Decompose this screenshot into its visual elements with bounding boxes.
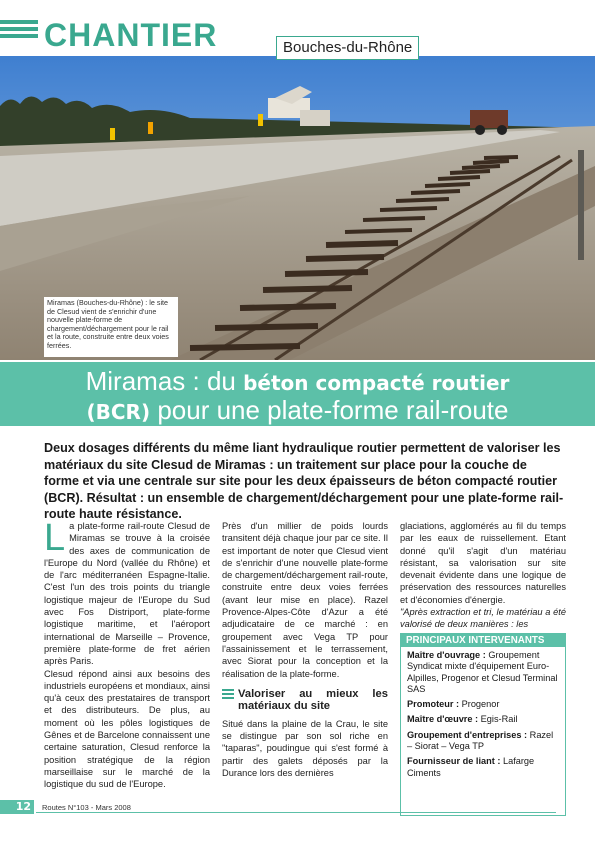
title-line1-bold: béton compacté routier xyxy=(243,371,510,395)
section-title: CHANTIER xyxy=(44,17,218,53)
entry-value: Razel – Siorat – Vega TP xyxy=(407,729,554,752)
header-stripes xyxy=(0,20,38,41)
col2-paragraph-1: Près d'un millier de poids lourds transitent déjà chaque jour par ce site. Il est important de noter que Clesud vient de s'enrichir d'une nouvelle plate-forme de chargement/déchargement rail-route, construite entre deux voies ferrées (avant leur mise en place). Razel Provence-Alpes-Côte d'Azur a été adjudicataire de ce marché : en groupement avec Vega TP pour l'assainissement et le terrassement, avec Siorat pour la conception et la réalisation de la plate-forme. xyxy=(222,521,388,679)
entry-value: Progenor xyxy=(459,699,500,710)
article-title xyxy=(0,362,595,426)
column-3 xyxy=(400,520,566,631)
subheading-bullet-icon xyxy=(222,689,234,699)
entry-label: Groupement d'entreprises : xyxy=(407,729,528,740)
box-entry xyxy=(407,756,559,779)
box-title: PRINCIPAUX INTERVENANTS xyxy=(401,634,565,647)
subheading xyxy=(222,688,388,712)
col2-paragraph-2: Situé dans la plaine de la Crau, le site se distingue par son sol riche en "taparas", poudingue qui s'est formé à partir des galets déposés par la Durance lors des dernières xyxy=(222,718,388,779)
drop-cap: L xyxy=(44,517,66,559)
column-1 xyxy=(44,517,210,791)
footer-rule xyxy=(36,812,556,813)
page-number: 12 xyxy=(0,800,34,814)
entry-label: Fournisseur de liant : xyxy=(407,756,501,767)
entry-label: Maître d'ouvrage : xyxy=(407,650,486,660)
intervenants-box xyxy=(400,633,566,816)
box-entry xyxy=(407,730,559,753)
entry-value: Lafarge Ciments xyxy=(407,756,535,778)
title-line1-plain: Miramas : du xyxy=(85,366,244,396)
issue-label: Routes N°103 - Mars 2008 xyxy=(42,803,131,812)
entry-label: Maître d'œuvre : xyxy=(407,714,479,725)
col1-paragraph-2: Clesud répond ainsi aux besoins des industriels européens et mondiaux, ainsi qu'à ceux des prestataires de transport et des distributeurs. De plus, au moment où les pôles logistiques de Gênes et de Barcelone connaissent une certaine saturation, Clesud renforce la position stratégique de la région marseillaise sur le marché de la logistique du sud de l'Europe. xyxy=(44,668,210,790)
column-2 xyxy=(222,520,388,779)
title-line-1 xyxy=(0,366,595,397)
box-body xyxy=(401,647,565,786)
lead-paragraph: Deux dosages différents du même liant hydraulique routier permettent de valoriser les matériaux du site Clesud de Miramas : un traitement sur place pour la couche de forme et via une centrale sur site pour les deux épaisseurs de béton compacté routier (BCR). Résultat : un ensemble de chargement/déchargement pour une plate-forme rail-route haute résistance. xyxy=(44,441,564,522)
title-line2-bold: (BCR) xyxy=(86,400,151,424)
entry-label: Promoteur : xyxy=(407,699,460,710)
box-entry xyxy=(407,699,559,710)
title-line2-plain: pour une plate-forme rail-route xyxy=(150,395,509,425)
title-line-2 xyxy=(0,395,595,426)
col1-paragraph-1: a plate-forme rail-route Clesud de Miramas se trouve à la croisée des axes de communication de l'Europe du Nord (vallée du Rhône) et de l'arc méditerranéen Espagne-Italie. C'est l'un des trois points du triangle logistique majeur de l'Europe du Sud avec Fos Distriport, plate-forme logistique maritime, et l'aéroport international de Marseille – Provence, première plate-forme de fret aérien après Paris. xyxy=(44,521,210,667)
subheading-text: Valoriser au mieux les matériaux du site xyxy=(238,687,388,712)
entry-value: Groupement Syndicat mixte d'équipement Euro-Alpilles, Progenor et Clesud Terminal SAS xyxy=(407,650,558,694)
box-entry xyxy=(407,650,559,695)
col3-paragraph-1: glaciations, agglomérés au fil du temps par les eaux de ruissellement. Etant donné qu'il s'agit d'un matériau résistant, sa valorisation sur site devenait évidente dans une logique de préservation des ressources naturelles et d'économies d'énergie. xyxy=(400,521,566,605)
photo-caption: Miramas (Bouches-du-Rhône) : le site de Clesud vient de s'enrichir d'une nouvelle plate-forme de chargement/déchargement pour le rail et la route, construite entre deux voies ferrées. xyxy=(44,297,178,357)
entry-value: Egis-Rail xyxy=(478,714,518,725)
col3-paragraph-2: "Après extraction et tri, le matériau a été valorisé de deux manières : les xyxy=(400,607,566,630)
region-label: Bouches-du-Rhône xyxy=(276,36,419,60)
box-entry xyxy=(407,714,559,725)
